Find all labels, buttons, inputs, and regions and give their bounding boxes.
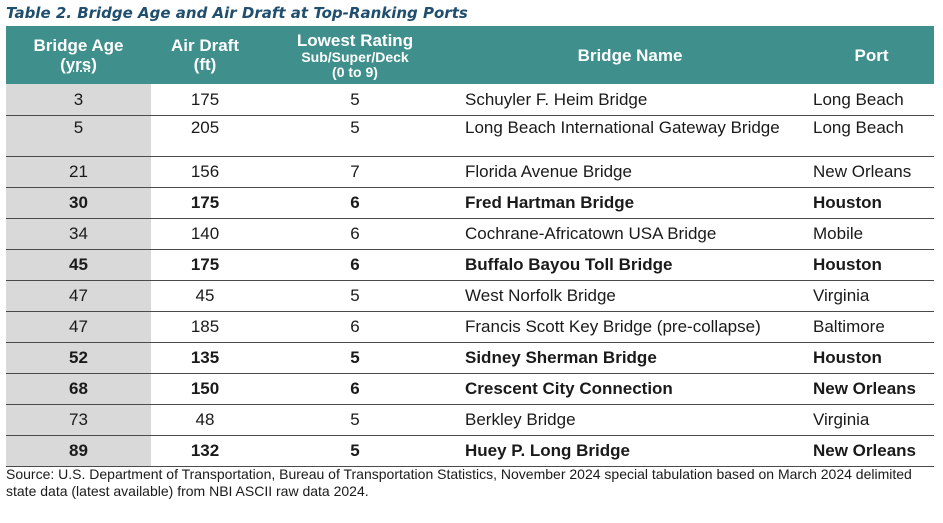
cell-lowest-rating: 6	[350, 224, 360, 243]
cell-lowest-rating: 6	[350, 255, 360, 274]
cell-bridge-age: 21	[6, 156, 151, 187]
cell-bridge-name: Sidney Sherman Bridge	[465, 348, 657, 367]
cell-lowest-rating: 5	[350, 89, 360, 109]
table-row	[6, 156, 934, 187]
cell-bridge-age: 45	[6, 249, 151, 280]
table-body	[6, 84, 934, 466]
table-row	[6, 115, 934, 156]
cell-air-draft: 185	[190, 317, 220, 336]
table-row	[6, 249, 934, 280]
cell-port: Long Beach	[813, 89, 904, 109]
cell-port: Virginia	[813, 410, 870, 429]
table-row	[6, 280, 934, 311]
cell-air-draft: 175	[190, 89, 220, 109]
cell-port: Houston	[813, 255, 882, 274]
cell-bridge-name: Long Beach International Gateway Bridge	[465, 117, 780, 137]
table-row	[6, 342, 934, 373]
bridge-table	[6, 26, 934, 467]
header-bridge-age	[6, 26, 151, 84]
cell-bridge-age: 47	[6, 280, 151, 311]
cell-port: Long Beach	[813, 117, 904, 137]
header-lowest-rating-sub: Sub/Super/Deck	[301, 48, 409, 65]
cell-air-draft: 150	[190, 379, 220, 398]
table-row	[6, 311, 934, 342]
source-note: Source: U.S. Department of Transportation, Bureau of Transportation Statistics, November 2024 special tabulation based on March 2024 delimited state data (latest available) from NBI ASCII raw data 2024.	[6, 466, 912, 499]
cell-bridge-age: 3	[6, 84, 151, 115]
cell-port: Houston	[813, 193, 882, 212]
header-bridge-age-label: Bridge Age	[33, 36, 124, 55]
cell-bridge-age: 34	[6, 218, 151, 249]
cell-bridge-name: Fred Hartman Bridge	[465, 193, 635, 212]
cell-air-draft: 175	[190, 193, 220, 212]
cell-port: Houston	[813, 348, 882, 367]
header-lowest-rating-range: (0 to 9)	[332, 63, 378, 80]
cell-air-draft: 48	[195, 410, 215, 429]
cell-air-draft: 135	[190, 348, 220, 367]
table-header	[6, 26, 934, 84]
header-port: Port	[854, 45, 889, 65]
cell-lowest-rating: 5	[350, 441, 360, 460]
cell-lowest-rating: 5	[350, 117, 360, 137]
cell-bridge-name: West Norfolk Bridge	[465, 286, 616, 305]
cell-bridge-age: 5	[6, 115, 151, 156]
table-row	[6, 404, 934, 435]
header-row	[6, 26, 934, 84]
table-row	[6, 218, 934, 249]
cell-port: Virginia	[813, 286, 870, 305]
cell-lowest-rating: 7	[350, 162, 360, 181]
header-air-draft-label: Air Draft	[170, 36, 239, 55]
cell-air-draft: 140	[190, 224, 220, 243]
cell-air-draft: 45	[195, 286, 215, 305]
cell-lowest-rating: 5	[350, 286, 360, 305]
header-lowest-rating	[259, 26, 451, 84]
header-bridge-name: Bridge Name	[577, 45, 683, 65]
cell-bridge-name: Florida Avenue Bridge	[465, 162, 632, 181]
header-lowest-rating-label: Lowest Rating	[296, 30, 414, 50]
table-row	[6, 435, 934, 466]
cell-bridge-name: Francis Scott Key Bridge (pre-collapse)	[465, 317, 761, 336]
table-caption: Table 2. Bridge Age and Air Draft at Top-Ranking Ports	[6, 4, 468, 22]
cell-bridge-name: Schuyler F. Heim Bridge	[465, 89, 648, 109]
cell-lowest-rating: 6	[350, 193, 360, 212]
cell-air-draft: 205	[190, 117, 220, 137]
cell-bridge-name: Huey P. Long Bridge	[465, 441, 630, 460]
cell-bridge-age: 73	[6, 404, 151, 435]
cell-bridge-name: Cochrane-Africatown USA Bridge	[465, 224, 717, 243]
table-row	[6, 187, 934, 218]
cell-bridge-age: 68	[6, 373, 151, 404]
header-air-draft	[151, 26, 259, 84]
cell-air-draft: 156	[190, 162, 220, 181]
cell-bridge-name: Berkley Bridge	[465, 410, 576, 429]
cell-bridge-name: Buffalo Bayou Toll Bridge	[465, 255, 673, 274]
cell-bridge-age: 52	[6, 342, 151, 373]
table-row	[6, 373, 934, 404]
header-air-draft-unit: (ft)	[193, 55, 217, 74]
cell-port: New Orleans	[813, 162, 912, 181]
cell-bridge-age: 30	[6, 187, 151, 218]
cell-lowest-rating: 5	[350, 348, 360, 367]
cell-lowest-rating: 6	[350, 379, 360, 398]
cell-port: Mobile	[813, 224, 864, 243]
cell-lowest-rating: 6	[350, 317, 360, 336]
table-row	[6, 84, 934, 115]
cell-air-draft: 132	[190, 441, 220, 460]
cell-lowest-rating: 5	[350, 410, 360, 429]
cell-port: Baltimore	[813, 317, 885, 336]
cell-port: New Orleans	[813, 379, 916, 398]
cell-bridge-age: 89	[6, 435, 151, 466]
cell-port: New Orleans	[813, 441, 916, 460]
cell-bridge-name: Crescent City Connection	[465, 379, 673, 398]
cell-bridge-age: 47	[6, 311, 151, 342]
cell-air-draft: 175	[190, 255, 220, 274]
header-bridge-age-unit: (yrs)	[60, 55, 97, 74]
